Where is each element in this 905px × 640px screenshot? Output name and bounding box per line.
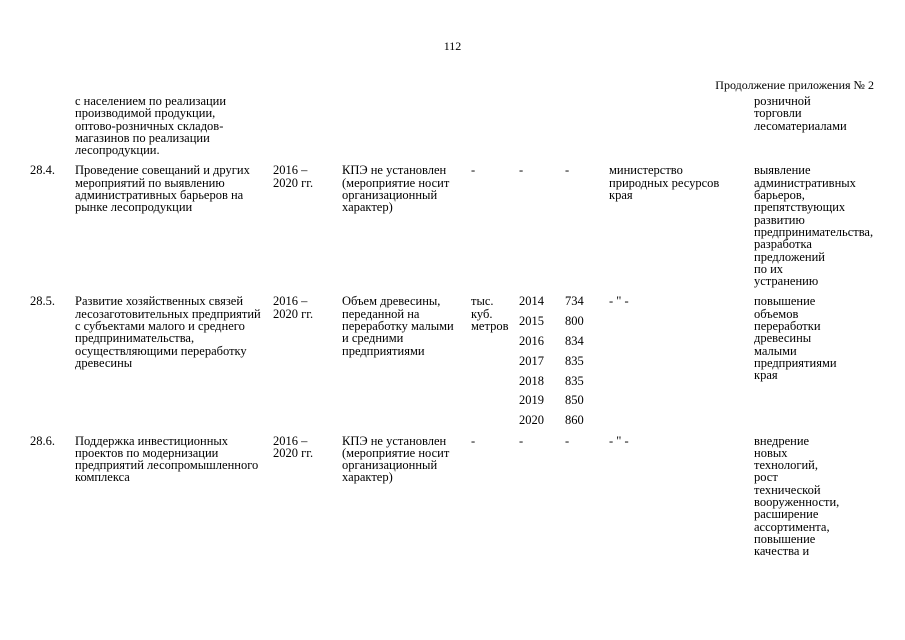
year-value: - bbox=[519, 433, 524, 448]
row-number: 28.6. bbox=[30, 433, 55, 448]
year-value: 2014 bbox=[519, 294, 544, 309]
table-row bbox=[30, 95, 844, 164]
indicator-value: - bbox=[565, 163, 570, 178]
activity-text: с населением по реализации производимой продукции, оптово-розничных складов-магазинов по реализации лесопродукции. bbox=[75, 94, 227, 158]
result-text: повышение объемов переработки древесины малыми предприятиями края bbox=[754, 294, 837, 383]
year-value: 2016 bbox=[519, 334, 544, 349]
value-list bbox=[565, 435, 609, 447]
year-value: 2019 bbox=[519, 393, 544, 408]
responsible-text: - " - bbox=[609, 433, 629, 448]
year-list bbox=[519, 164, 565, 176]
year-value: 2015 bbox=[519, 314, 544, 329]
indicator-text: Объем древесины, переданной на переработку малыми и средними предприятиями bbox=[342, 294, 454, 358]
indicator-value: 850 bbox=[565, 393, 584, 408]
unit-text: - bbox=[471, 433, 476, 448]
indicator-text: КПЭ не установлен (мероприятие носит организационный характер) bbox=[342, 163, 450, 215]
unit-text: - bbox=[471, 163, 476, 178]
period-text: 2016 – 2020 гг. bbox=[273, 433, 314, 460]
table-row bbox=[30, 295, 844, 434]
table-row bbox=[30, 435, 844, 558]
table-row bbox=[30, 164, 844, 295]
row-number: 28.5. bbox=[30, 294, 55, 309]
activity-text: Проведение совещаний и других мероприятий по выявлению административных барьеров на рынке лесопродукции bbox=[75, 163, 250, 215]
period-text: 2016 – 2020 гг. bbox=[273, 294, 314, 321]
indicator-value: 835 bbox=[565, 353, 584, 368]
value-list bbox=[565, 295, 609, 426]
year-value: 2017 bbox=[519, 353, 544, 368]
appendix-caption: Продолжение приложения № 2 bbox=[715, 78, 874, 92]
result-text: внедрение новых технологий, рост технической вооруженности, расширение ассортимента, повышение качества и bbox=[754, 433, 840, 559]
year-value: 2020 bbox=[519, 413, 544, 428]
activity-text: Развитие хозяйственных связей лесозаготовительных предприятий с субъектами малого и среднего предпринимательства, осуществляющими переработку древесины bbox=[75, 294, 261, 370]
responsible-text: министерство природных ресурсов края bbox=[609, 163, 720, 203]
result-text: розничной торговли лесоматериалами bbox=[754, 94, 847, 133]
indicator-value: - bbox=[565, 433, 570, 448]
indicator-text: КПЭ не установлен (мероприятие носит организационный характер) bbox=[342, 433, 450, 485]
year-value: 2018 bbox=[519, 373, 544, 388]
year-value: - bbox=[519, 163, 524, 178]
row-number: 28.4. bbox=[30, 163, 55, 178]
result-text: выявление административных барьеров, препятствующих развитию предпринимательства, разработка предложений по их устранению bbox=[754, 163, 874, 289]
responsible-text: - " - bbox=[609, 294, 629, 309]
unit-text: тыс. куб. метров bbox=[471, 294, 509, 334]
measures-table bbox=[30, 94, 874, 559]
year-list bbox=[519, 435, 565, 447]
page-number: 112 bbox=[443, 39, 462, 53]
indicator-value: 734 bbox=[565, 294, 584, 309]
value-list bbox=[565, 164, 609, 176]
indicator-value: 834 bbox=[565, 334, 584, 349]
activity-text: Поддержка инвестиционных проектов по модернизации предприятий лесопромышленного комплекса bbox=[75, 433, 259, 485]
indicator-value: 860 bbox=[565, 413, 584, 428]
indicator-value: 800 bbox=[565, 314, 584, 329]
period-text: 2016 – 2020 гг. bbox=[273, 163, 314, 190]
year-list bbox=[519, 295, 565, 426]
indicator-value: 835 bbox=[565, 373, 584, 388]
table-body bbox=[30, 94, 874, 559]
